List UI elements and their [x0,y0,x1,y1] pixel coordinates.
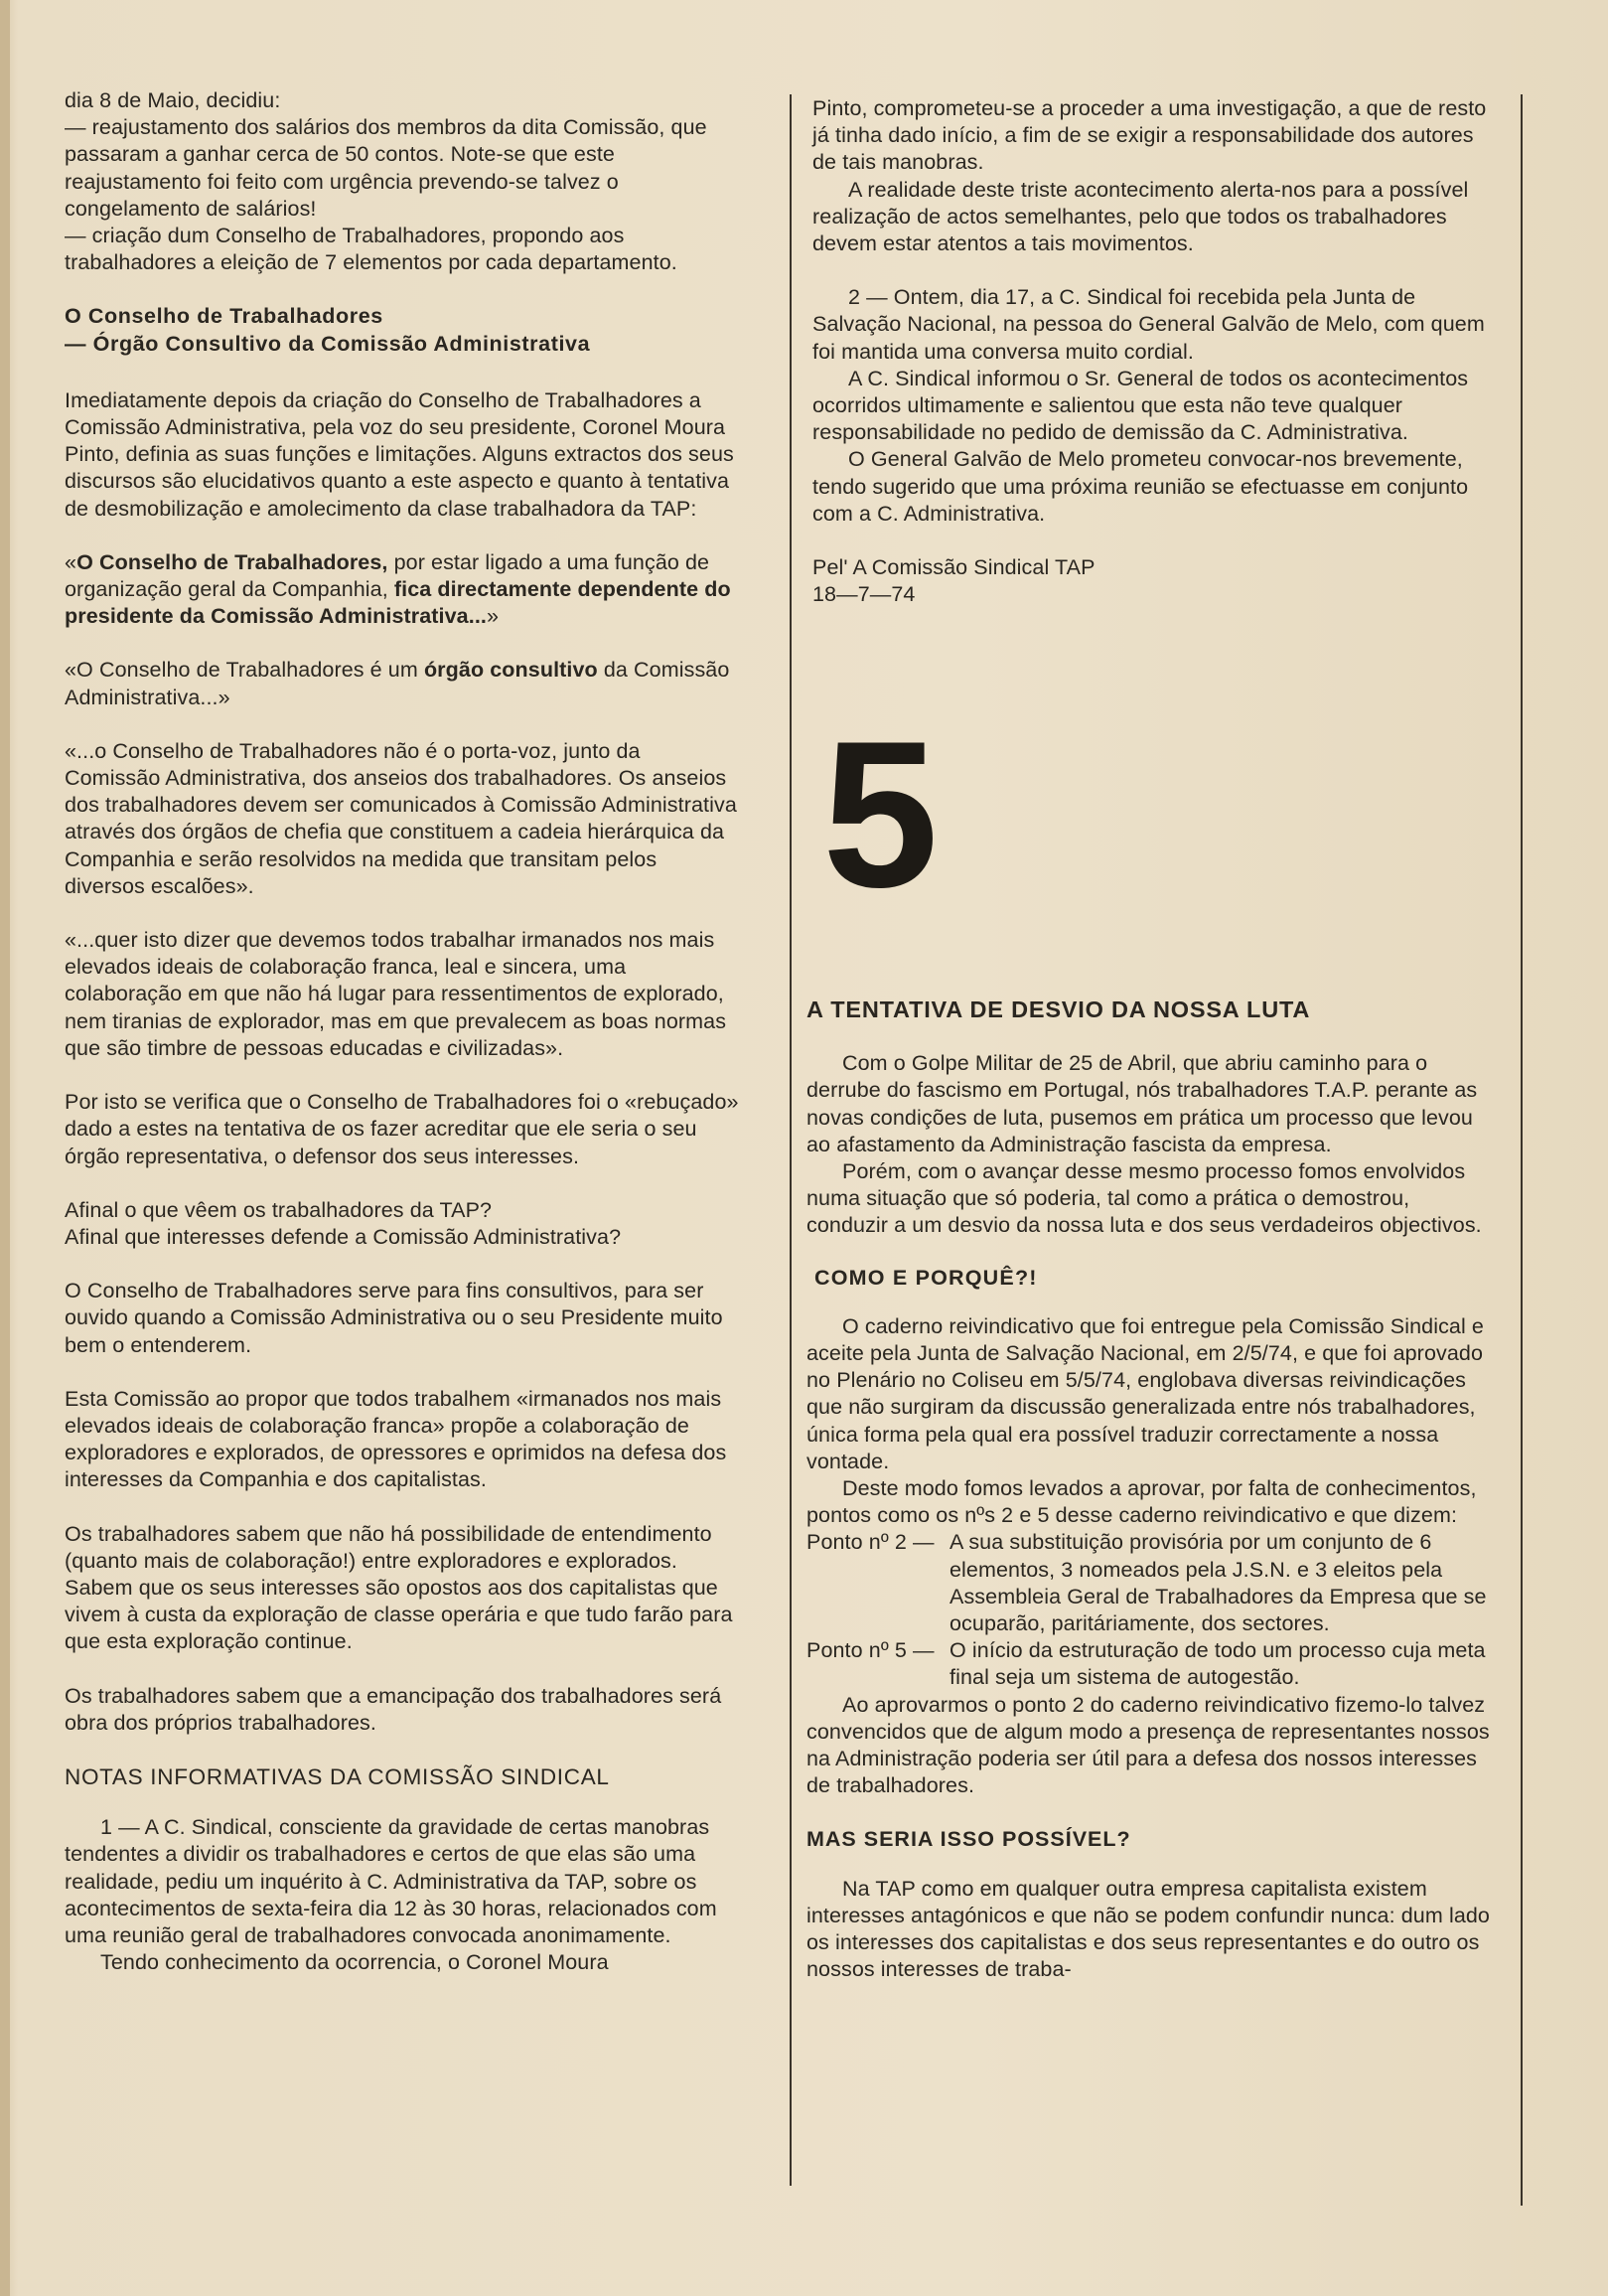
paragraph-aprovarmos: Ao aprovarmos o ponto 2 do caderno reivindicativo fizemo-lo talvez convencidos que de algum modo a presença de representantes nossos na Administração poderia ser útil para a defesa dos nossos interesses de trabalhadores. [806,1692,1490,1798]
paragraph-golpe: Com o Golpe Militar de 25 de Abril, que abriu caminho para o derrube do fascismo em Portugal, nós trabalhadores T.A.P. perante as novas condições de luta, pusemos em prática um processo que levou ao afastamento da Administração fascista da empresa. [806,1051,1478,1156]
ponto-5 [806,1637,1490,1691]
left-column [65,87,740,1976]
paragraph-pontos: Deste modo fomos levados a aprovar, por falta de conhecimentos, pontos como os nºs 2 e 5 desse caderno reivindicativo e que dizem: [806,1476,1477,1528]
section-subheading: — Órgão Consultivo da Comissão Administrativa [65,331,591,356]
ponto-2-label: Ponto nº 2 — [806,1530,935,1555]
paragraph-caderno: O caderno reivindicativo que foi entregue pela Comissão Sindical e aceite pela Junta de Salvação Nacional, em 2/5/74, e que foi aprovado no Plenário no Coliseu em 5/5/74, englobava diversas reivindicações que não surgiram da discussão generalizada entre nós trabalhadores, única forma pela qual era possível traduzir correctamente a nossa vontade. [806,1313,1484,1473]
intro-item-salaries: — reajustamento dos salários dos membros da dita Comissão, que passaram a ganhar cerca de 50 contos. Note-se que este reajustamento foi feito com urgência prevendo-se talvez o congelamento de salários! [65,115,707,221]
notas-paragraph-2: Tendo conhecimento da ocorrencia, o Coronel Moura [100,1950,609,1975]
question-1: Afinal o que vêem os trabalhadores da TAP? [65,1197,493,1222]
quote-1 [65,549,740,631]
quote-1-middle: por estar ligado a uma função de organização geral da Companhia, [65,549,710,602]
quote-2-end: da Comissão Administrativa...» [65,658,730,709]
notas-paragraph-1: 1 — A C. Sindical, consciente da gravidade de certas manobras tendentes a dividir os trabalhadores e certos de que elas são uma realidade, pediu um inquérito à C. Administrativa da TAP, sobre os acontecimentos de sexta-feira dia 12 às 30 horas, relacionados com uma reunião geral de trabalhadores convocada anonimamente. [65,1815,717,1947]
quote-3: «...o Conselho de Trabalhadores não é o porta-voz, junto da Comissão Administrativa, dos anseios dos trabalhadores. Os anseios dos trabalhadores devem ser comunicados à Comissão Administrativa através dos órgãos de chefia que constituem a cadeia hierárquica da Companhia e serão resolvidos na medida que transitam pelos diversos escalões». [65,738,737,898]
paragraph-rebucado: Por isto se verifica que o Conselho de Trabalhadores foi o «rebuçado» dado a estes na tentativa de os fazer acreditar que ele seria o seu órgão representativa, o defensor dos seus interesses. [65,1090,739,1168]
page-number-large: 5 [822,697,939,931]
paragraph-general-informed: A C. Sindical informou o Sr. General de todos os acontecimentos ocorridos ultimamente e salientou que esta não teve qualquer responsabilidade no pedido de demissão da C. Administrativa. [812,366,1469,445]
question-2: Afinal que interesses defende a Comissão Administrativa? [65,1224,622,1249]
section-heading: O Conselho de Trabalhadores [65,304,383,329]
paragraph-consultive: O Conselho de Trabalhadores serve para fins consultivos, para ser ouvido quando a Comissão Administrativa ou o seu Presidente muito bem o entenderem. [65,1279,723,1357]
quote-mark: » [486,604,500,629]
quote-4: «...quer isto dizer que devemos todos trabalhar irmanados nos mais elevados ideais de colaboração franca, leal e sincera, uma colaboração em que não há lugar para ressentimentos de explorado, nem tiranias de explorador, mas em que prevalecem as boas normas que são timbre de pessoas educadas e civilizadas». [65,928,727,1060]
paragraph-general-promise: O General Galvão de Melo prometeu convocar-nos brevemente, tendo sugerido que uma próxima reunião se efectuasse em conjunto com a C. Administrativa. [812,447,1469,526]
intro-item-council: — criação dum Conselho de Trabalhadores, propondo aos trabalhadores a eleição de 7 elementos por cada departamento. [65,224,677,275]
heading-tentativa: A TENTATIVA DE DESVIO DA NOSSA LUTA [806,996,1311,1022]
paragraph-collaboration: Esta Comissão ao propor que todos trabalhem «irmanados nos mais elevados ideais de colaboração franca» propõe a colaboração de exploradores e explorados, de opressores e oprimidos na defesa dos interesses da Companhia e dos capitalistas. [65,1386,727,1492]
right-column-lower [806,996,1490,1984]
quote-2-start: «O Conselho de Trabalhadores é um [65,658,424,683]
ponto-2-text: A sua substituição provisória por um conjunto de 6 elementos, 3 nomeados pela J.S.N. e 3 eleitos pela Assembleia Geral de Trabalhadores da Empresa que se ocuparão, paritáriamente, dos sectores. [950,1530,1487,1636]
paragraph-desvio: Porém, com o avançar desse mesmo processo fomos envolvidos numa situação que só poderia, tal como a prática o demostrou, conduzir a um desvio da nossa luta e dos seus verdadeiros objectivos. [806,1159,1482,1238]
paragraph-interesses: Na TAP como em qualquer outra empresa capitalista existem interesses antagónicos e que não se podem confundir nunca: dum lado os interesses dos capitalistas e dos seus representantes e do outro os nossos interesses de traba- [806,1876,1490,1982]
heading-mas-seria: MAS SERIA ISSO POSSÍVEL? [806,1827,1131,1852]
paragraph-intro-council: Imediatamente depois da criação do Conselho de Trabalhadores a Comissão Administrativa, pela voz do seu presidente, Coronel Moura Pinto, definia as suas funções e limitações. Alguns extractos dos seus discursos são elucidativos quanto a este aspecto e quanto à tentativa de desmobilização e amolecimento da clase trabalhadora da TAP: [65,387,734,521]
paragraph-exploitation: Os trabalhadores sabem que não há possibilidade de entendimento (quanto mais de colaboração!) entre exploradores e explorados. Sabem que os seus interesses são opostos aos dos capitalistas que vivem à custa da exploração de classe operária e que tudo farão para que esta exploração continue. [65,1521,733,1654]
ponto-5-label: Ponto nº 5 — [806,1638,935,1663]
page-edge [0,0,10,2296]
ponto-2 [806,1529,1490,1637]
paragraph-investigation: Pinto, comprometeu-se a proceder a uma investigação, a que de resto já tinha dado início, a fim de se exigir a responsabilidade dos autores de tais manobras. [812,96,1487,175]
right-border-rule [1521,94,1523,2206]
paragraph-emancipation: Os trabalhadores sabem que a emancipação dos trabalhadores será obra dos próprios trabalhadores. [65,1683,722,1735]
quote-2 [65,657,740,710]
signature-line: Pel' A Comissão Sindical TAP [812,555,1096,580]
ponto-5-text: O início da estruturação de todo um processo cuja meta final seja um sistema de autogestão. [950,1638,1486,1690]
heading-como-porque: COMO E PORQUÊ?! [814,1265,1038,1290]
column-divider [790,94,792,2186]
signature-date: 18—7—74 [812,582,916,607]
intro-line: dia 8 de Maio, decidiu: [65,88,281,112]
quote-1-bold-end: fica directamente dependente do presidente da Comissão Administrativa... [65,577,731,629]
notas-heading: NOTAS INFORMATIVAS DA COMISSÃO SINDICAL [65,1763,610,1789]
quote-2-bold: órgão consultivo [423,658,598,683]
right-column [812,95,1488,608]
paragraph-junta: 2 — Ontem, dia 17, a C. Sindical foi recebida pela Junta de Salvação Nacional, na pessoa do General Galvão de Melo, com quem foi mantida uma conversa muito cordial. [812,285,1485,364]
quote-mark: « [65,549,77,574]
quote-1-bold-start: O Conselho de Trabalhadores, [76,549,388,574]
paragraph-alert: A realidade deste triste acontecimento alerta-nos para a possível realização de actos semelhantes, pelo que todos os trabalhadores devem estar atentos a tais movimentos. [812,177,1469,256]
